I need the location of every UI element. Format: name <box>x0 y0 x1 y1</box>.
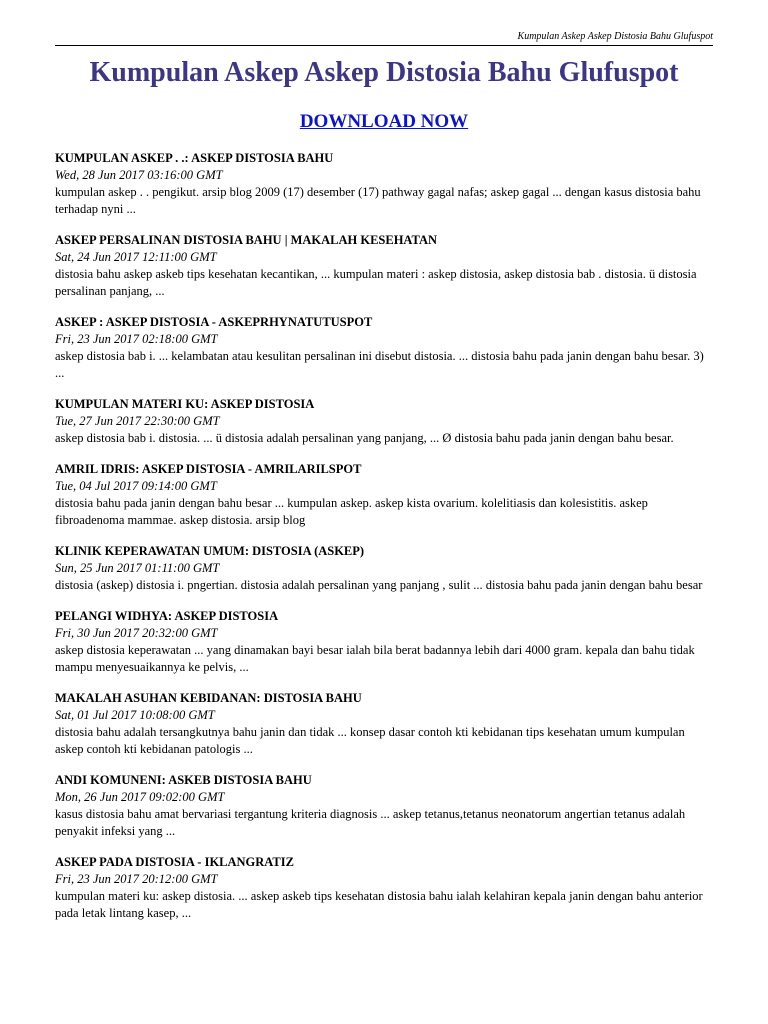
entry-date: Sat, 24 Jun 2017 12:11:00 GMT <box>55 250 217 264</box>
entry-snippet: distosia (askep) distosia i. pngertian. distosia adalah persalinan yang panjang , sulit ... distosia bahu pada janin dengan bahu besar <box>55 578 703 592</box>
list-item <box>55 314 713 382</box>
entry-date: Fri, 30 Jun 2017 20:32:00 GMT <box>55 626 218 640</box>
running-header: Kumpulan Askep Askep Distosia Bahu Glufuspot <box>517 31 713 42</box>
list-item <box>55 854 713 922</box>
entry-title: MAKALAH ASUHAN KEBIDANAN: DISTOSIA BAHU <box>55 691 362 705</box>
entry-snippet: kumpulan askep . . pengikut. arsip blog 2009 (17) desember (17) pathway gagal nafas; askep gagal ... dengan kasus distosia bahu terhadap nyni ... <box>55 185 701 216</box>
entry-title: KUMPULAN MATERI KU: ASKEP DISTOSIA <box>55 397 315 411</box>
entry-date: Mon, 26 Jun 2017 09:02:00 GMT <box>55 790 225 804</box>
entry-snippet: distosia bahu pada janin dengan bahu besar ... kumpulan askep. askep kista ovarium. kolelitiasis dan kolesistitis. askep fibroadenoma mammae. askep distosia. arsip blog <box>55 496 648 527</box>
list-item <box>55 608 713 676</box>
entry-date: Wed, 28 Jun 2017 03:16:00 GMT <box>55 168 223 182</box>
list-item <box>55 772 713 840</box>
entry-title: ASKEP : ASKEP DISTOSIA - ASKEPRHYNATUTUSPOT <box>55 315 373 329</box>
entry-snippet: distosia bahu adalah tersangkutnya bahu janin dan tidak ... konsep dasar contoh kti kebidanan tips kesehatan umum kumpulan askep contoh kti kebidanan patologis ... <box>55 725 685 756</box>
entry-snippet: askep distosia keperawatan ... yang dinamakan bayi besar ialah bila berat badannya lebih dari 4000 gram. kepala dan bahu tidak mampu menyesuaikannya ke pelvis, ... <box>55 643 695 674</box>
entry-date: Fri, 23 Jun 2017 20:12:00 GMT <box>55 872 218 886</box>
entry-date: Tue, 27 Jun 2017 22:30:00 GMT <box>55 414 220 428</box>
entry-snippet: kumpulan materi ku: askep distosia. ... askep askeb tips kesehatan distosia bahu ialah kelahiran kepala janin dengan bahu anterior pada letak lintang kasep, ... <box>55 889 703 920</box>
entry-date: Fri, 23 Jun 2017 02:18:00 GMT <box>55 332 218 346</box>
entry-title: PELANGI WIDHYA: ASKEP DISTOSIA <box>55 609 279 623</box>
entry-snippet: askep distosia bab i. ... kelambatan atau kesulitan persalinan ini disebut distosia. ... distosia bahu pada janin dengan bahu besar. 3) ... <box>55 349 704 380</box>
entry-title: ANDI KOMUNENI: ASKEB DISTOSIA BAHU <box>55 773 312 787</box>
entry-date: Sat, 01 Jul 2017 10:08:00 GMT <box>55 708 215 722</box>
list-item <box>55 150 713 218</box>
list-item <box>55 543 713 594</box>
download-section <box>55 110 713 134</box>
entry-date: Tue, 04 Jul 2017 09:14:00 GMT <box>55 479 217 493</box>
list-item <box>55 396 713 447</box>
list-item <box>55 461 713 529</box>
download-now-link[interactable]: DOWNLOAD NOW <box>299 111 469 132</box>
entry-snippet: kasus distosia bahu amat bervariasi tergantung kriteria diagnosis ... askep tetanus,tetanus neonatorum angertian tetanus adalah penyakit infeksi yang ... <box>55 807 686 838</box>
list-item <box>55 232 713 300</box>
entry-title: KUMPULAN ASKEP . .: ASKEP DISTOSIA BAHU <box>55 151 334 165</box>
entry-snippet: askep distosia bab i. distosia. ... ü distosia adalah persalinan yang panjang, ... Ø distosia bahu pada janin dengan bahu besar. <box>55 431 674 445</box>
entry-title: AMRIL IDRIS: ASKEP DISTOSIA - AMRILARILSPOT <box>55 462 362 476</box>
page-title: Kumpulan Askep Askep Distosia Bahu Glufuspot <box>89 57 679 88</box>
entry-title: ASKEP PERSALINAN DISTOSIA BAHU | MAKALAH KESEHATAN <box>55 233 437 247</box>
entry-title: ASKEP PADA DISTOSIA - IKLANGRATIZ <box>55 855 294 869</box>
entry-date: Sun, 25 Jun 2017 01:11:00 GMT <box>55 561 220 575</box>
entry-list <box>55 150 713 936</box>
list-item <box>55 690 713 758</box>
entry-title: KLINIK KEPERAWATAN UMUM: DISTOSIA (ASKEP) <box>55 544 365 558</box>
header-divider <box>55 45 713 46</box>
entry-snippet: distosia bahu askep askeb tips kesehatan kecantikan, ... kumpulan materi : askep distosia, askep distosia bab . distosia. ü distosia persalinan panjang, ... <box>55 267 697 298</box>
